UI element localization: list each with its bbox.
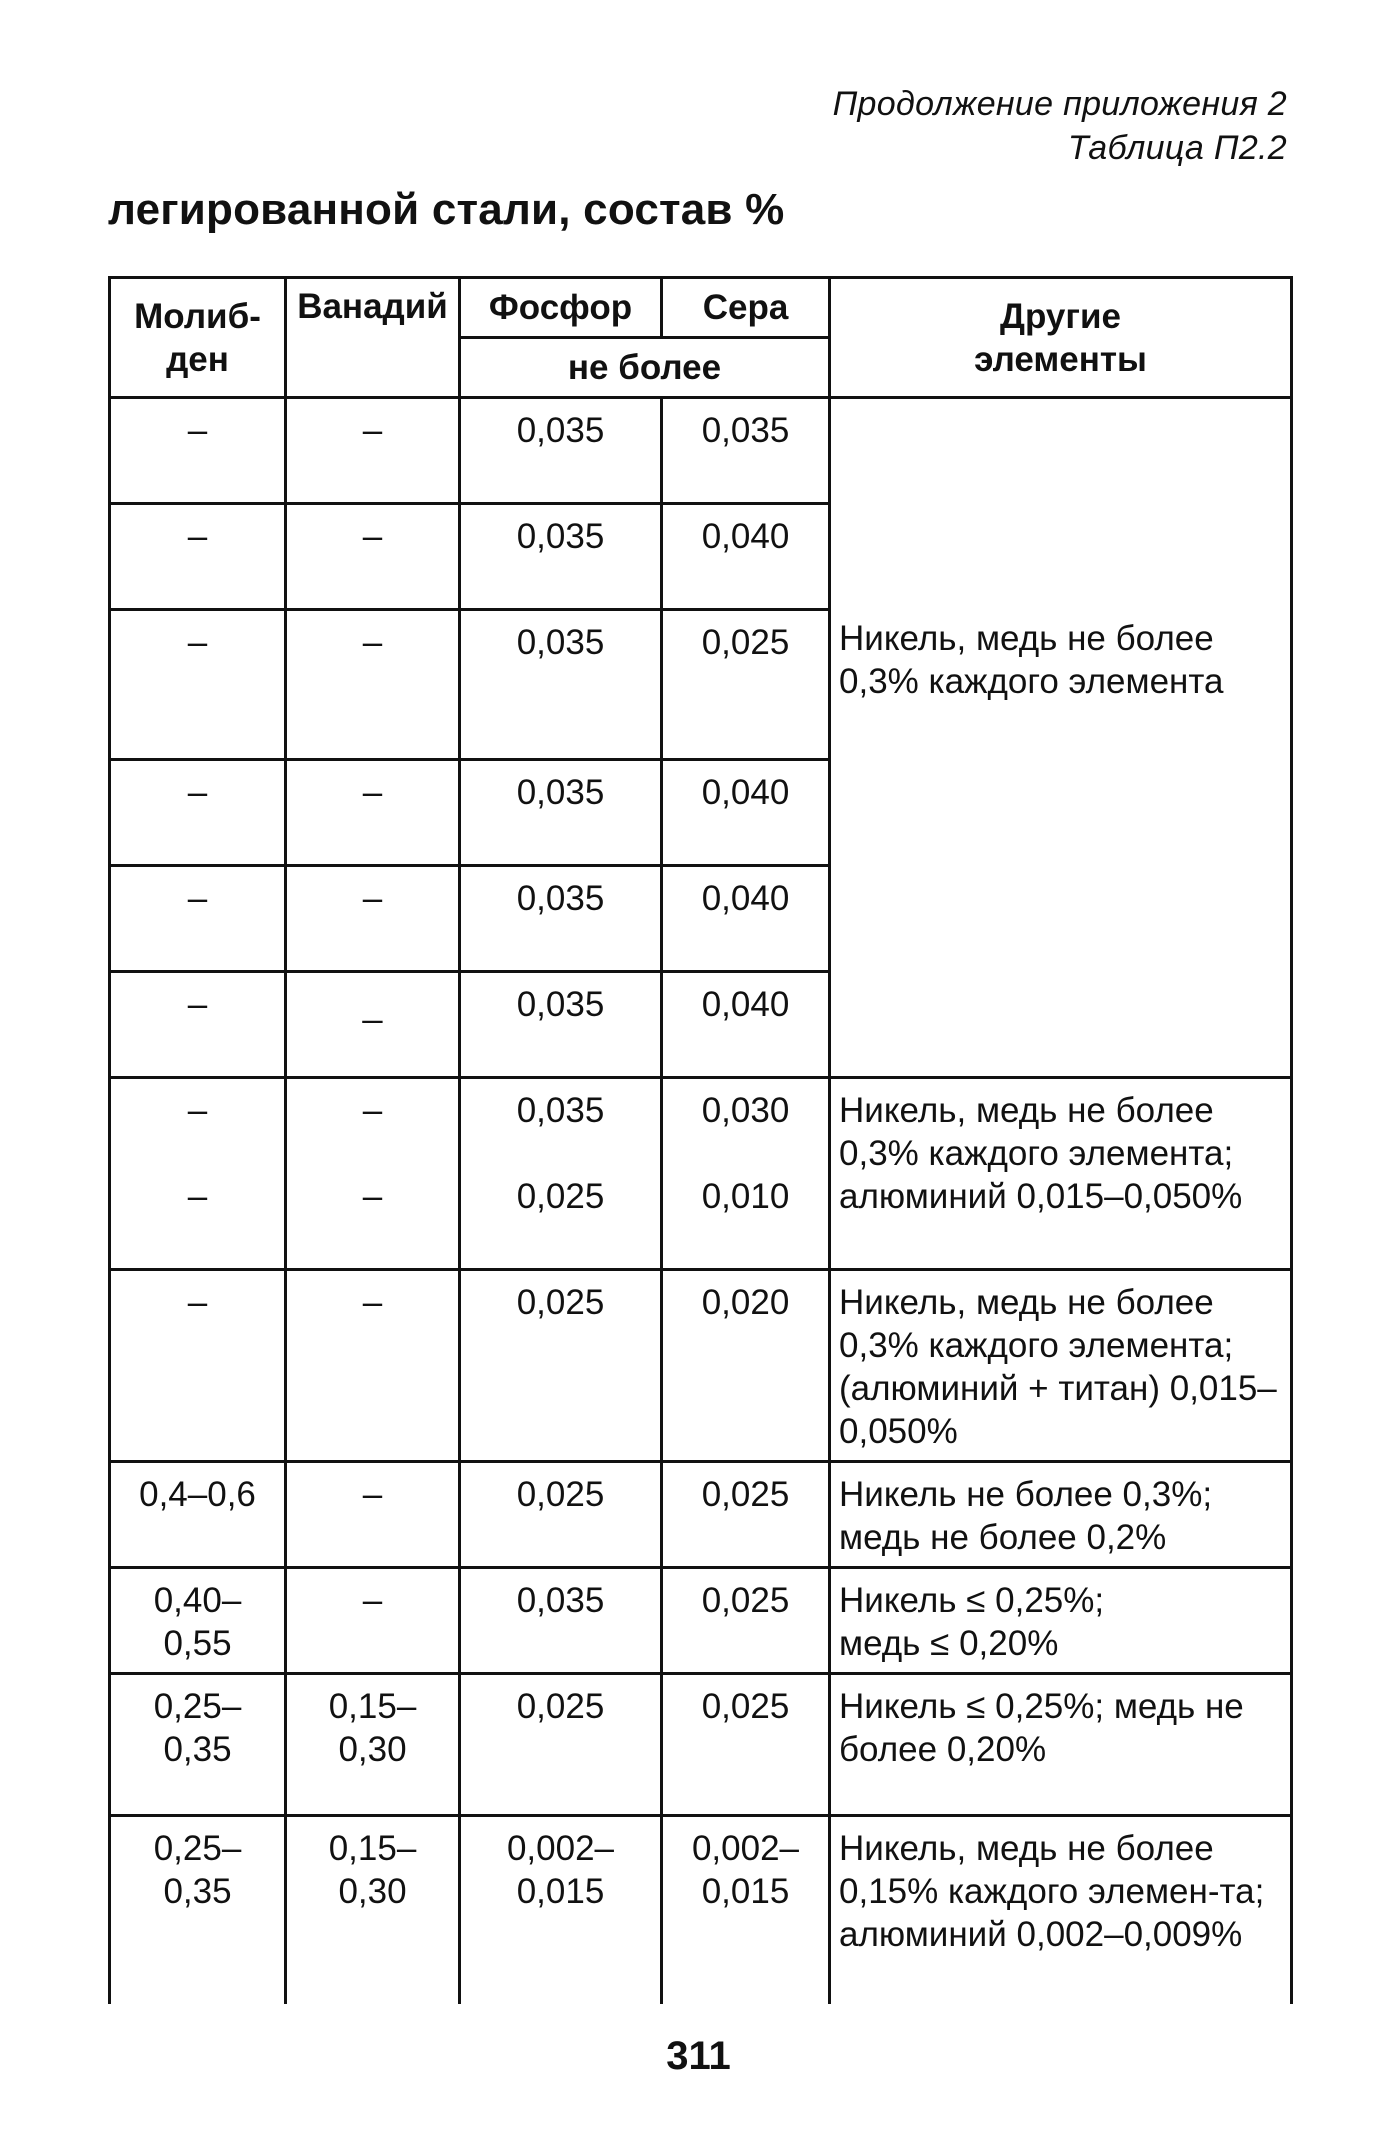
cell-mo: 0,40– 0,55 [110,1568,286,1674]
cell-mo: 0,4–0,6 [110,1462,286,1568]
cell-v: – [286,610,460,760]
cell-mo: 0,25– 0,35 [110,1816,286,2004]
cell-s: 0,020 [662,1270,830,1462]
cell-s: 0,025 [662,610,830,760]
cell-s: 0,025 [662,1568,830,1674]
cell-v: – [286,760,460,866]
cell-other: Никель, медь не более 0,15% каждого элемен-та; алюминий 0,002–0,009% [830,1816,1292,2004]
cell-mo: – [110,1270,286,1462]
cell-s: 0,030 0,010 [662,1078,830,1270]
page-number: 311 [666,2034,731,2078]
cell-v: – – [286,1078,460,1270]
cell-v: – [286,1270,460,1462]
cell-p: 0,035 [460,398,662,504]
cell-s: 0,025 [662,1674,830,1816]
cell-other: Никель ≤ 0,25%; медь не более 0,20% [830,1674,1292,1816]
cell-mo: – [110,972,286,1078]
table-row [110,1568,1292,1674]
cell-p: 0,035 [460,760,662,866]
cell-v: 0,15– 0,30 [286,1674,460,1816]
header-phosphorus: Фосфор [460,278,662,338]
cell-other: Никель ≤ 0,25%; медь ≤ 0,20% [830,1568,1292,1674]
cell-v: – [286,504,460,610]
cell-s: 0,040 [662,760,830,866]
cell-other: Никель, медь не более 0,3% каждого элемента; алюминий 0,015–0,050% [830,1078,1292,1270]
continuation-note: Продолжение приложения 2 [832,85,1287,123]
cell-v: – [286,398,460,504]
table-row [110,1674,1292,1816]
cell-mo: – – [110,1078,286,1270]
cell-other: Никель, медь не более 0,3% каждого элемента; (алюминий + титан) 0,015–0,050% [830,1270,1292,1462]
cell-mo: – [110,866,286,972]
cell-p: 0,035 [460,866,662,972]
cell-p: 0,035 0,025 [460,1078,662,1270]
cell-mo: – [110,610,286,760]
cell-p: 0,025 [460,1270,662,1462]
cell-v: – [286,866,460,972]
cell-s: 0,025 [662,1462,830,1568]
table-caption: легированной стали, состав % [108,185,785,234]
header-sulfur: Сера [662,278,830,338]
cell-p: 0,035 [460,1568,662,1674]
cell-v: – [286,1462,460,1568]
cell-s: 0,040 [662,866,830,972]
cell-v: _ [286,972,460,1078]
table-number: Таблица П2.2 [1067,129,1287,167]
table-row [110,398,1292,504]
cell-p: 0,025 [460,1462,662,1568]
table-row [110,1462,1292,1568]
cell-p: 0,025 [460,1674,662,1816]
cell-other-merged: Никель, медь не более 0,3% каждого элемента [830,398,1292,1078]
cell-p: 0,002– 0,015 [460,1816,662,2004]
cell-mo: – [110,760,286,866]
cell-s: 0,002– 0,015 [662,1816,830,2004]
cell-other: Никель не более 0,3%; медь не более 0,2% [830,1462,1292,1568]
cell-mo: 0,25– 0,35 [110,1674,286,1816]
cell-s: 0,040 [662,504,830,610]
header-vanadium: Ванадий [286,278,460,398]
cell-v: 0,15– 0,30 [286,1816,460,2004]
table-row [110,1078,1292,1270]
cell-p: 0,035 [460,504,662,610]
header-max-note: не более [460,338,830,398]
cell-s: 0,035 [662,398,830,504]
cell-s: 0,040 [662,972,830,1078]
table-row [110,1270,1292,1462]
composition-table [108,276,1293,2004]
cell-mo: – [110,504,286,610]
cell-v: – [286,1568,460,1674]
header-molybdenum: Молиб- ден [110,278,286,398]
cell-p: 0,035 [460,972,662,1078]
running-header [833,82,1287,170]
table-row [110,1816,1292,2004]
cell-p: 0,035 [460,610,662,760]
cell-mo: – [110,398,286,504]
header-other: Другие элементы [830,278,1292,398]
